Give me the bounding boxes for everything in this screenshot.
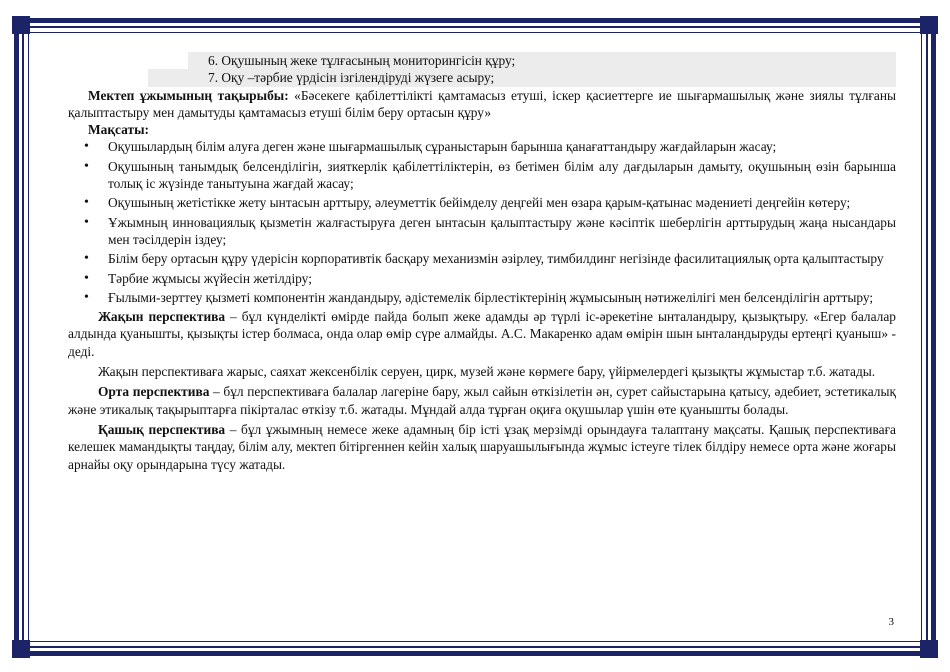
document-body xyxy=(68,52,896,473)
list-item: • Ұжымның инновациялық қызметін жалғастыруға деген ынтасын қалыптастыру және кәсіптік шеберлігін арттырудың жаңа нысандары мен тәсілдерін іздеу; xyxy=(80,214,896,249)
middle-perspective-label: Орта перспектива xyxy=(98,384,210,400)
middle-perspective-text: – бұл перспективаға балалар лагеріне бару, жыл сайын өткізілетін ән, сурет сайыстарына қатысу, әдебиет, эстетикалық және этикалық тақырыптарға пікірталас өткізу т.б. жатады. Мұндай алда тұрған оқиға оқушылар үшін өте қуанышты болады. xyxy=(68,384,896,417)
near-perspective-label: Жақын перспектива xyxy=(98,309,226,325)
list-item: • Оқушылардың білім алуға деген және шығармашылық сұраныстарын барынша қанағаттандыру жағдайларын жасау; xyxy=(80,138,896,155)
school-theme-paragraph xyxy=(68,87,896,122)
far-perspective-label: Қашық перспектива xyxy=(98,421,226,437)
near-perspective-paragraph xyxy=(68,308,896,360)
theme-label: Мектеп ұжымының тақырыбы: xyxy=(88,87,289,103)
middle-perspective-paragraph xyxy=(68,383,896,418)
corner-ornament xyxy=(12,640,30,658)
far-perspective-text: – бұл ұжымның немесе жеке адамның бір істі ұзақ мерзімді орындауға талаптану мақсаты. Қашық перспективаға келешек мамандықты таңдау, білім алу, мектеп бітіргеннен кейін халық шаруашылығында жұмыс істеуге тілек білдіру немесе орта және жоғары арнайы оқу орындарына түсу жатады. xyxy=(68,421,897,472)
list-item: • Ғылыми-зерттеу қызметі компонентін жандандыру, әдістемелік бірлестіктерінің жұмысының нәтижелілігі мен белсенділігін арттыру; xyxy=(80,289,896,306)
near-perspective-text: – бұл күнделікті өмірде пайда болып жеке адамды әр түрлі іс-әрекетіне ынталандыру, қызықтыру. «Егер балалар алдында қуанышты, қызықты істер болмаса, онда олар өмір сүре алмайды. А.С. Макаренко адам өмірін шын ынталандыруды ертеңгі қуаныш» - деді. xyxy=(68,309,896,359)
list-item: • Білім беру ортасын құру үдерісін корпоративтік басқару механизмін әзірлеу, тимбилдинг негізінде фасилитациялық орта қалыптастыру xyxy=(80,250,896,267)
numbered-line: 6. Оқушының жеке тұлғасының мониторингісін құру; xyxy=(188,52,896,69)
list-item: • Оқушының танымдық белсенділігін, зияткерлік қабілеттіліктерін, өз бетімен білім алу дағдыларын дамыту, оқушының өзін барынша толық іс жүзінде танытуына жағдай жасау; xyxy=(80,158,896,193)
corner-ornament xyxy=(920,640,938,658)
goals-list xyxy=(68,138,896,306)
list-item: • Тәрбие жұмысы жүйесін жетілдіру; xyxy=(80,270,896,287)
theme-text: «Бәсекеге қабілеттілікті қамтамасыз етуші, іскер қасиеттерге ие шығармашылық және зиялы тұлғаны қалыптастыру мен дамытуды қамтамасыз етуші білім беру ортасын құру» xyxy=(68,87,896,120)
far-perspective-paragraph xyxy=(68,421,896,473)
numbered-line: 7. Оқу –тәрбие үрдісін ізгілендіруді жүзеге асыру; xyxy=(148,69,896,86)
goals-heading: Мақсаты: xyxy=(88,122,149,138)
page-number: 3 xyxy=(888,616,894,628)
list-item: • Оқушының жетістікке жету ынтасын арттыру, әлеуметтік бейімделу деңгейі мен өзара қарым-қатынас мәдениеті деңгейін көтеру; xyxy=(80,194,896,211)
corner-ornament xyxy=(920,16,938,34)
near-perspective-examples: Жақын перспективаға жарыс, саяхат жексенбілік серуен, цирк, музей және көрмеге бару, үйірмелердегі қызықты жұмыстар т.б. жатады. xyxy=(98,364,876,380)
corner-ornament xyxy=(12,16,30,34)
